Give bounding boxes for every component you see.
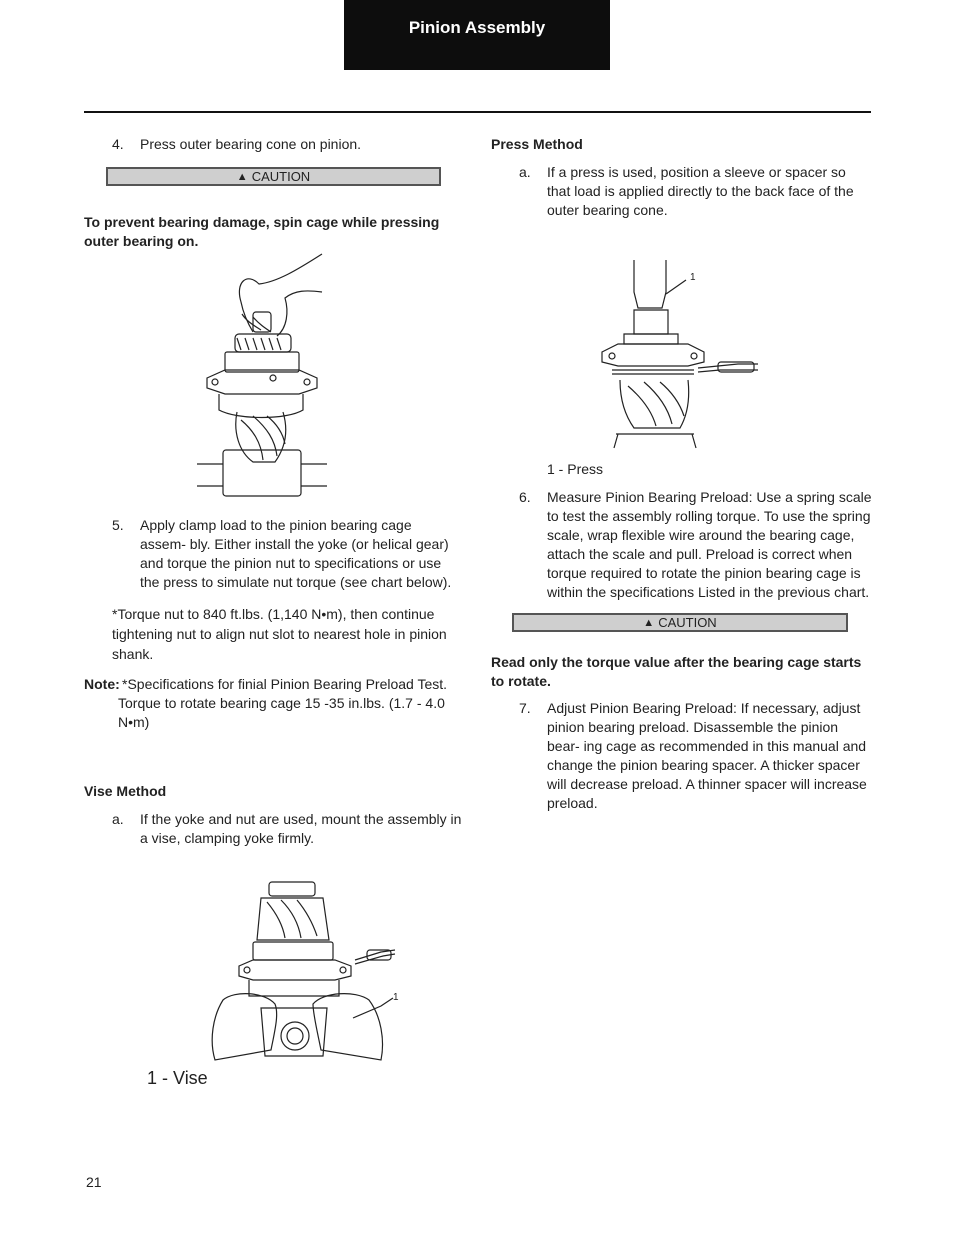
note-label: Note: xyxy=(84,676,120,692)
step-7-text: Adjust Pinion Bearing Preload: If necessary, adjust pinion bearing preload. Disassemble the pinion bear- ing cage as recommended in this manual and change the pinion bearing spacer. A thicker spacer will decrease preload. A thinner spacer will increase preload. xyxy=(547,700,867,811)
caution-label: CAUTION xyxy=(251,169,311,184)
page-header-title: Pinion Assembly xyxy=(344,0,610,70)
warning-triangle-icon: ▲ xyxy=(643,616,655,629)
caution-warning-text-2: Read only the torque value after the bearing cage starts to rotate. xyxy=(491,654,862,689)
press-step-a-letter: a. xyxy=(519,164,531,180)
caution-banner-1 xyxy=(106,167,441,186)
press-caption: 1 - Press xyxy=(547,461,604,477)
vise-caption: 1 - Vise xyxy=(147,1068,208,1088)
step-6-text: Measure Pinion Bearing Preload: Use a spring scale to test the assembly rolling torque. To use the spring scale, wrap flexible wire around the bearing cage, attach the scale and pull. Preload is correct when torque required to rotate the pinion bearing cage is within the specifications Listed in the previous chart. xyxy=(547,489,872,600)
press-method-heading: Press Method xyxy=(491,136,583,152)
vise-callout-number: 1 xyxy=(393,992,399,1003)
header-rule xyxy=(84,111,871,113)
press-callout-number: 1 xyxy=(690,272,696,283)
step-6-number: 6. xyxy=(519,489,531,505)
note-text-wrapper xyxy=(84,675,449,732)
warning-triangle-icon: ▲ xyxy=(236,170,248,183)
step-7-number: 7. xyxy=(519,700,531,716)
page-number: 21 xyxy=(86,1174,102,1190)
step-4-text: Press outer bearing cone on pinion. xyxy=(140,136,362,152)
press-step-a-text: If a press is used, position a sleeve or spacer so that load is applied directly to the back face of the outer bearing cone. xyxy=(547,164,854,218)
pinion-press-cone-illustration xyxy=(197,252,327,504)
step-5-number: 5. xyxy=(112,517,124,533)
caution-warning-text-1: To prevent bearing damage, spin cage while pressing outer bearing on. xyxy=(84,214,440,249)
vise-method-heading: Vise Method xyxy=(84,783,167,799)
press-method-illustration xyxy=(598,258,760,448)
torque-note: *Torque nut to 840 ft.lbs. (1,140 N•m), then continue tightening nut to align nut slot to nearest hole in pinion shank. xyxy=(112,606,447,662)
vise-method-illustration xyxy=(205,880,405,1065)
step-4-number: 4. xyxy=(112,136,124,152)
caution-banner-2 xyxy=(512,613,848,632)
caution-label: CAUTION xyxy=(658,615,717,630)
note-text: *Specifications for finial Pinion Bearing Preload Test. Torque to rotate bearing cage 15 -35 in.lbs. (1.7 - 4.0 N•m) xyxy=(118,676,448,730)
vise-step-a-text: If the yoke and nut are used, mount the assembly in a vise, clamping yoke firmly. xyxy=(140,811,462,846)
vise-step-a-letter: a. xyxy=(112,811,124,827)
step-5-text: Apply clamp load to the pinion bearing cage assem- bly. Either install the yoke (or helical gear) and torque the pinion nut to specifications or use the press to simulate nut torque (see chart below). xyxy=(140,517,452,590)
